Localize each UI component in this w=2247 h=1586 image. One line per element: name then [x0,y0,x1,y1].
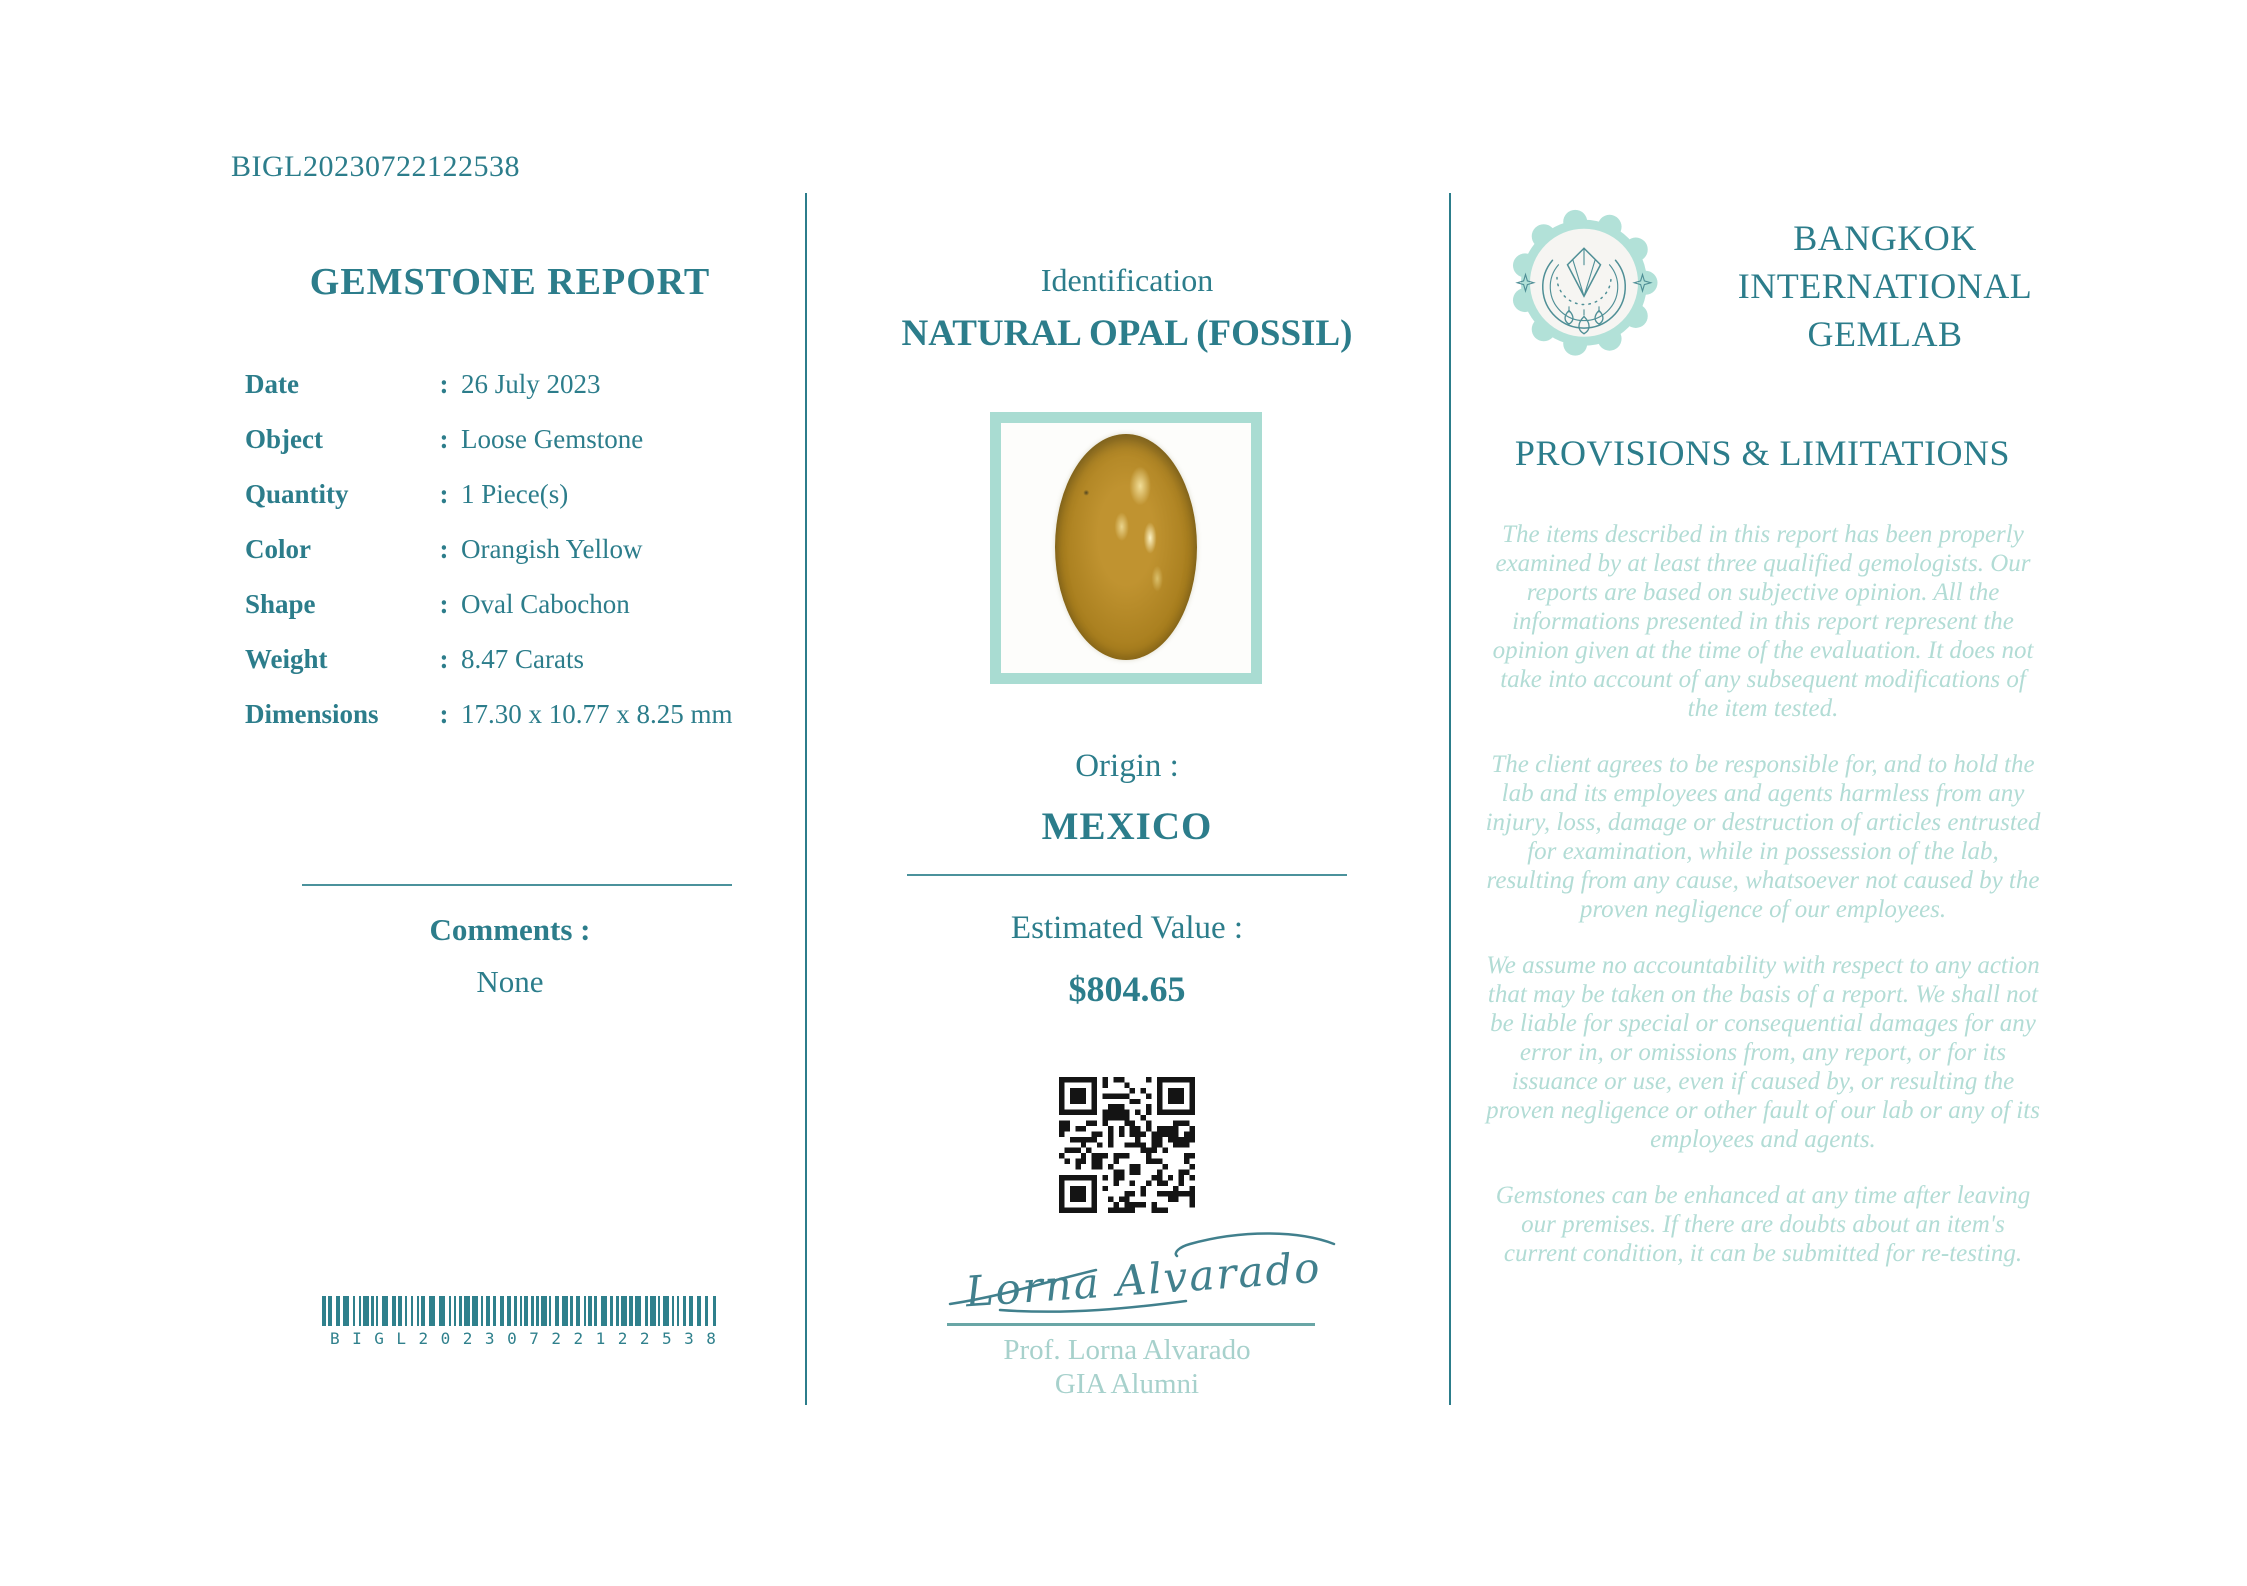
signature-text: Lorna Alvarado [963,1242,1323,1317]
qr-code [1059,1077,1195,1213]
field-separator: : [439,589,449,619]
column-divider-right [1449,193,1451,1405]
field-value: Oval Cabochon [461,589,630,619]
gem-attributes-table [245,370,780,755]
estimated-value: $804.65 [1068,969,1186,1009]
field-row-color [245,535,780,563]
provisions-paragraph: We assume no accountability with respect to any action that may be taken on the basis of a report. We shall not be liable for special or consequential damages for any error in, or omissions from, any report, or for its issuance or use, even if caused by, or resulting the proven negligence or other fault of our lab or any of its employees and agents. [1486,952,2040,1153]
comments-label: Comments : [429,912,591,947]
origin-label: Origin : [1075,748,1179,784]
field-value: 8.47 Carats [461,644,584,674]
field-label: Color [245,534,311,564]
field-label: Weight [245,644,328,674]
field-label: Dimensions [245,699,379,729]
signature-rule [947,1323,1315,1326]
signatory-title: GIA Alumni [1054,1368,1200,1400]
comments-divider [302,884,732,886]
gemstone-photo [1055,434,1197,660]
provisions-text [1482,520,2044,1295]
field-label: Object [245,424,323,454]
field-label: Quantity [245,479,349,509]
field-row-shape [245,590,780,618]
provisions-paragraph: Gemstones can be enhanced at any time after leaving our premises. If there are doubts about an item's current condition, it can be submitted for re-testing. [1495,1182,2031,1267]
provisions-paragraph: The items described in this report has been properly examined by at least three qualified gemologists. Our reports are based on subjective opinion. All the informations presented in this report represent the opinion given at the time of the evaluation. It does not take into account of any subsequent modifications of the item tested. [1492,521,2034,722]
identification-label: Identification [1040,262,1214,298]
origin-value: MEXICO [1041,805,1213,848]
field-value: 1 Piece(s) [461,479,569,509]
estimated-value-label: Estimated Value : [1010,910,1244,946]
report-title: GEMSTONE REPORT [309,261,711,303]
comments-value: None [476,964,544,999]
barcode-text: BIGL20230722122538 [330,1329,729,1348]
field-row-quantity [245,480,780,508]
identification-value: NATURAL OPAL (FOSSIL) [901,313,1353,354]
provisions-paragraph: The client agrees to be responsible for, and to hold the lab and its employees and agents harmless from any injury, loss, damage or destruction of articles entrusted for examination, while in possession of the lab, resulting from any cause, whatsoever not caused by the proven negligence of our employees. [1485,751,2041,923]
qr-code-image [1059,1077,1195,1213]
lab-seal-logo-icon [1509,206,1659,364]
barcode-bars [322,1296,716,1326]
field-separator: : [439,369,449,399]
field-label: Shape [245,589,316,619]
barcode [322,1296,729,1348]
field-row-weight [245,645,780,673]
lab-name [1705,214,2065,358]
lab-name-line: GEMLAB [1807,314,1963,354]
provisions-title: PROVISIONS & LIMITATIONS [1514,433,2011,473]
field-separator: : [439,534,449,564]
field-row-dimensions [245,700,780,728]
signatory-name: Prof. Lorna Alvarado [1003,1334,1251,1366]
field-value: Loose Gemstone [461,424,644,454]
field-separator: : [439,699,449,729]
field-row-object [245,425,780,453]
lab-name-line: INTERNATIONAL [1737,266,2033,306]
gemstone-photo-frame [990,412,1262,684]
field-separator: : [439,424,449,454]
signature [948,1228,1340,1320]
field-separator: : [439,479,449,509]
field-value: 17.30 x 10.77 x 8.25 mm [461,699,733,729]
field-separator: : [439,644,449,674]
field-label: Date [245,369,299,399]
field-value: 26 July 2023 [461,369,601,399]
field-value: Orangish Yellow [461,534,643,564]
lab-name-line: BANGKOK [1793,218,1977,258]
value-divider [907,874,1347,876]
report-number: BIGL20230722122538 [231,150,520,183]
column-divider-left [805,193,807,1405]
field-row-date [245,370,780,398]
